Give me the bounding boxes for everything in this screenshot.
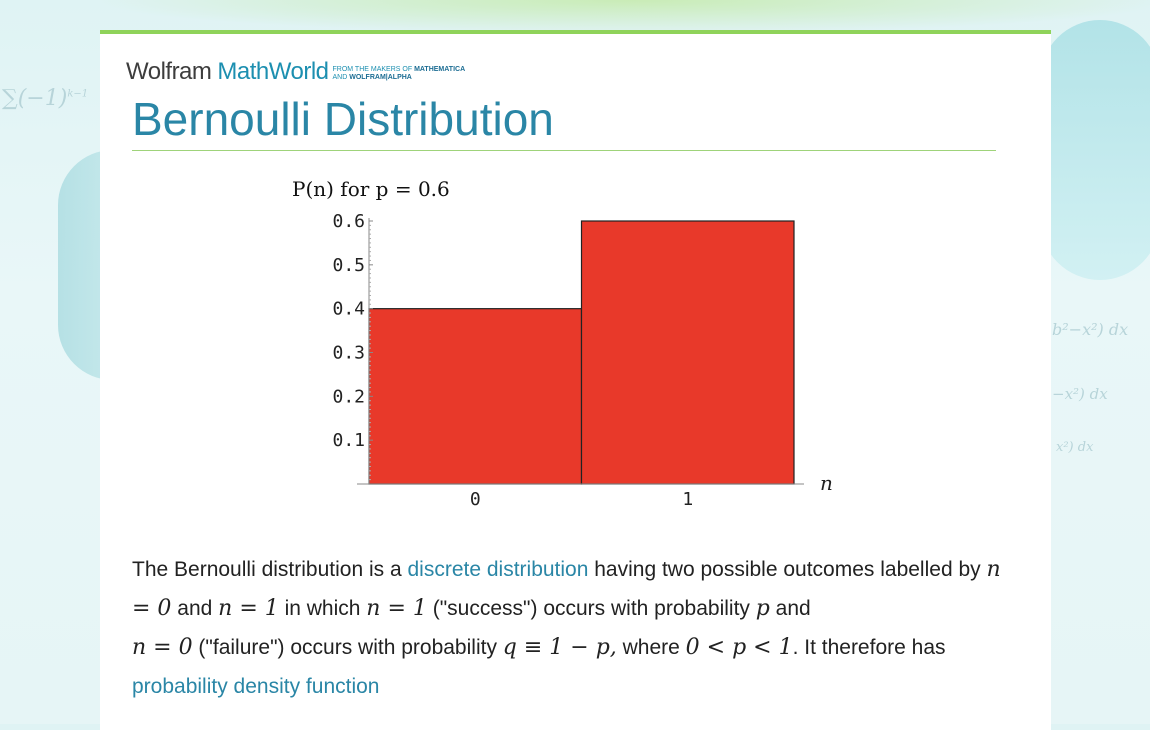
background-formula-2: −x²) dx bbox=[1052, 385, 1108, 403]
math-n-equals-1: n = 1 bbox=[366, 596, 427, 621]
title-divider bbox=[132, 150, 996, 151]
article-card bbox=[100, 30, 1051, 730]
logo-wolfram-text: Wolfram bbox=[126, 58, 212, 85]
math-p: p bbox=[755, 596, 770, 621]
chart-bar-0 bbox=[369, 309, 582, 484]
text-segment: and bbox=[769, 597, 811, 620]
text-segment: ("failure") occurs with probability bbox=[192, 636, 503, 659]
chart-y-tick-label: 0.5 bbox=[332, 254, 365, 276]
chart-bar-1 bbox=[582, 221, 795, 484]
article-paragraph bbox=[132, 550, 1012, 706]
math-n-equals-0: n = 0 bbox=[132, 635, 193, 660]
mathworld-logo[interactable] bbox=[126, 58, 465, 86]
math-p-inequality: 0 < p < 1 bbox=[685, 635, 793, 660]
text-segment: where bbox=[616, 636, 686, 659]
page-title: Bernoulli Distribution bbox=[132, 93, 554, 145]
link-probability-density-function[interactable]: probability density function bbox=[132, 675, 380, 698]
chart-x-tick-label: 0 bbox=[469, 489, 481, 510]
chart-y-tick-label: 0.2 bbox=[332, 386, 365, 408]
chart-y-tick-label: 0.4 bbox=[332, 298, 365, 320]
math-q-definition: q ≡ 1 − p, bbox=[502, 635, 617, 660]
link-discrete-distribution[interactable]: discrete distribution bbox=[407, 558, 589, 581]
math-n-equals-1: n = 1 bbox=[218, 596, 279, 621]
logo-mathworld-text: MathWorld bbox=[217, 58, 329, 85]
text-segment: having two possible outcomes labelled by bbox=[588, 558, 987, 581]
background-formula-1: b²−x²) dx bbox=[1052, 320, 1129, 339]
chart-title: P(n) for p = 0.6 bbox=[292, 177, 450, 201]
text-segment: in which bbox=[278, 597, 367, 620]
logo-tagline: FROM THE MAKERS OF MATHEMATICA AND WOLFRAM|ALPHA bbox=[332, 66, 466, 81]
chart-x-tick-label: 1 bbox=[682, 489, 694, 510]
chart-y-tick-label: 0.1 bbox=[332, 430, 365, 452]
math-n-equals-0: n = 0 bbox=[132, 557, 1001, 621]
text-segment: and bbox=[171, 597, 219, 620]
text-segment: . It therefore has bbox=[792, 636, 946, 659]
chart-x-axis-label: n bbox=[820, 471, 833, 495]
background-formula-3: x²) dx bbox=[1056, 440, 1094, 455]
bernoulli-chart bbox=[290, 174, 850, 514]
chart-y-tick-label: 0.3 bbox=[332, 342, 365, 364]
background-decoration-right bbox=[1040, 20, 1150, 280]
background-formula-sum: $\sum(-1)^{k-1}$ bbox=[2, 86, 89, 111]
text-segment: ("success") occurs with probability bbox=[426, 597, 756, 620]
text-segment: The Bernoulli distribution is a bbox=[132, 558, 408, 581]
chart-y-tick-label: 0.6 bbox=[332, 211, 365, 232]
